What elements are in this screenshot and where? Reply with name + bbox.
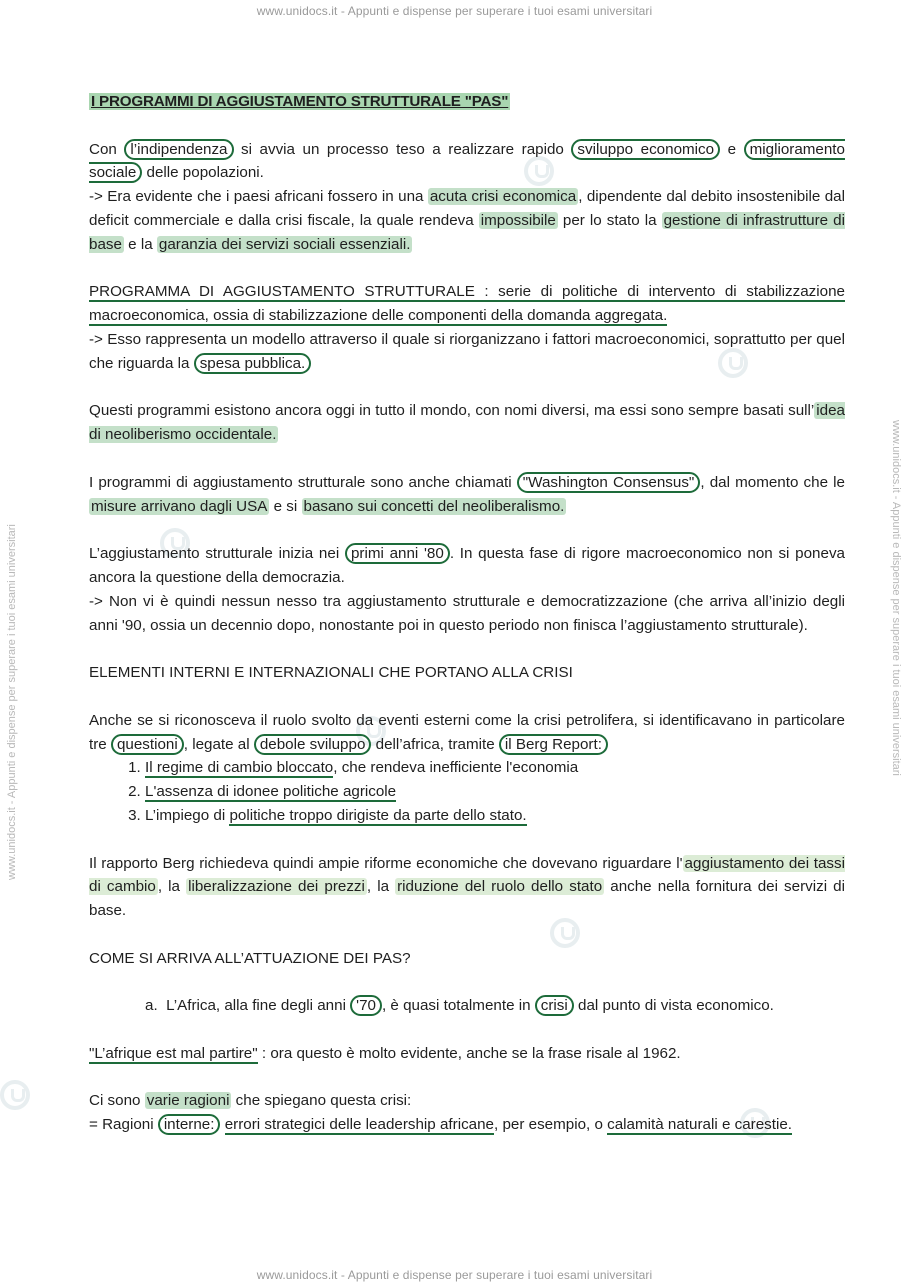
watermark-right: www.unidocs.it - Appunti e dispense per superare i tuoi esami universitari [890,420,902,776]
page-title: I PROGRAMMI DI AGGIUSTAMENTO STRUTTURALE "PAS" [91,93,509,110]
alpha-list [89,994,845,1018]
watermark-top: www.unidocs.it - Appunti e dispense per superare i tuoi esami universitari [256,4,653,18]
paragraph-crisi-economica: -> Era evidente che i paesi africani fossero in una acuta crisi economica , dipendente dal debito insostenibile dal deficit commerciale e dalla crisi fiscale, la quale rendeva impossibile per lo stato la gestione di infrastrutture di base e la garanzia dei servizi sociali essenziali. [89,188,845,253]
paragraph-anni-80: L’aggiustamento strutturale inizia nei primi anni '80 . In questa fase di rigore macroeconomico non si poneva ancora la questione della democrazia. [89,545,845,586]
list-item: a. L’Africa, alla fine degli anni '70 , è quasi totalmente in crisi dal punto di vista economico. [145,994,845,1018]
watermark-bottom: www.unidocs.it - Appunti e dispense per superare i tuoi esami universitari [256,1268,653,1282]
list-item: 2. L'assenza di idonee politiche agricole [145,780,845,804]
watermark-logo-icon [0,1080,30,1110]
paragraph-ragioni: Ci sono varie ragioni che spiegano questa crisi: [89,1092,412,1110]
paragraph-definizione-pas: PROGRAMMA DI AGGIUSTAMENTO STRUTTURALE : serie di politiche di intervento di stabilizzazione macroeconomica, ossia di stabilizzazione delle componenti della domanda aggregata. [89,283,845,325]
section-heading-elementi: ELEMENTI INTERNI E INTERNAZIONALI CHE PORTANO ALLA CRISI [89,664,573,682]
berg-list [89,756,845,827]
paragraph-modello: -> Esso rappresenta un modello attraverso il quale si riorganizzano i fattori macroeconomici, soprattutto per quel che riguarda la spesa pubblica. [89,330,845,372]
paragraph-afrique: "L’afrique est mal partire" : ora questo è molto evidente, anche se la frase risale al 1962. [89,1044,681,1062]
paragraph-ragioni-interne: = Ragioni interne: errori strategici delle leadership africane, per esempio, o calamità naturali e carestie. [89,1116,793,1134]
paragraph-rapporto-berg: Il rapporto Berg richiedeva quindi ampie riforme economiche che dovevano riguardare l' aggiustamento dei tassi di cambio , la liberalizzazione dei prezzi , la riduzione del ruolo dello stato anche nella fornitura dei servizi di base. [89,854,845,920]
section-heading-attuazione: COME SI ARRIVA ALL’ATTUAZIONE DEI PAS? [89,949,411,967]
paragraph-democratizzazione: -> Non vi è quindi nessun nesso tra aggiustamento strutturale e democratizzazione (che arriva all’inizio degli anni '90, ossia un decennio dopo, nonostante poi in questo periodo non finisca l’aggiustamento strutturale). [89,592,845,634]
list-item: 3. L’impiego di politiche troppo dirigiste da parte dello stato. [145,804,845,828]
paragraph-berg-report: Anche se si riconosceva il ruolo svolto da eventi esterni come la crisi petrolifera, si identificavano in particolare tre questioni , legate al debole sviluppo dell’africa, tramite il Berg Report: [89,711,845,753]
watermark-left: www.unidocs.it - Appunti e dispense per superare i tuoi esami universitari [6,524,18,880]
paragraph-neoliberismo: Questi programmi esistono ancora oggi in tutto il mondo, con nomi diversi, ma essi sono sempre basati sull’ idea di neoliberismo occidentale. [89,402,845,444]
paragraph-washington-consensus: I programmi di aggiustamento strutturale sono anche chiamati "Washington Consensus" , dal momento che le misure arrivano dagli USA e si basano sui concetti del neoliberalismo. [89,473,845,515]
list-item: 1. Il regime di cambio bloccato, che rendeva inefficiente l'economia [145,756,845,780]
paragraph-indipendenza: Con l’indipendenza si avvia un processo teso a realizzare rapido sviluppo economico e miglioramento sociale delle popolazioni. [89,140,845,182]
document-content [89,90,845,1137]
